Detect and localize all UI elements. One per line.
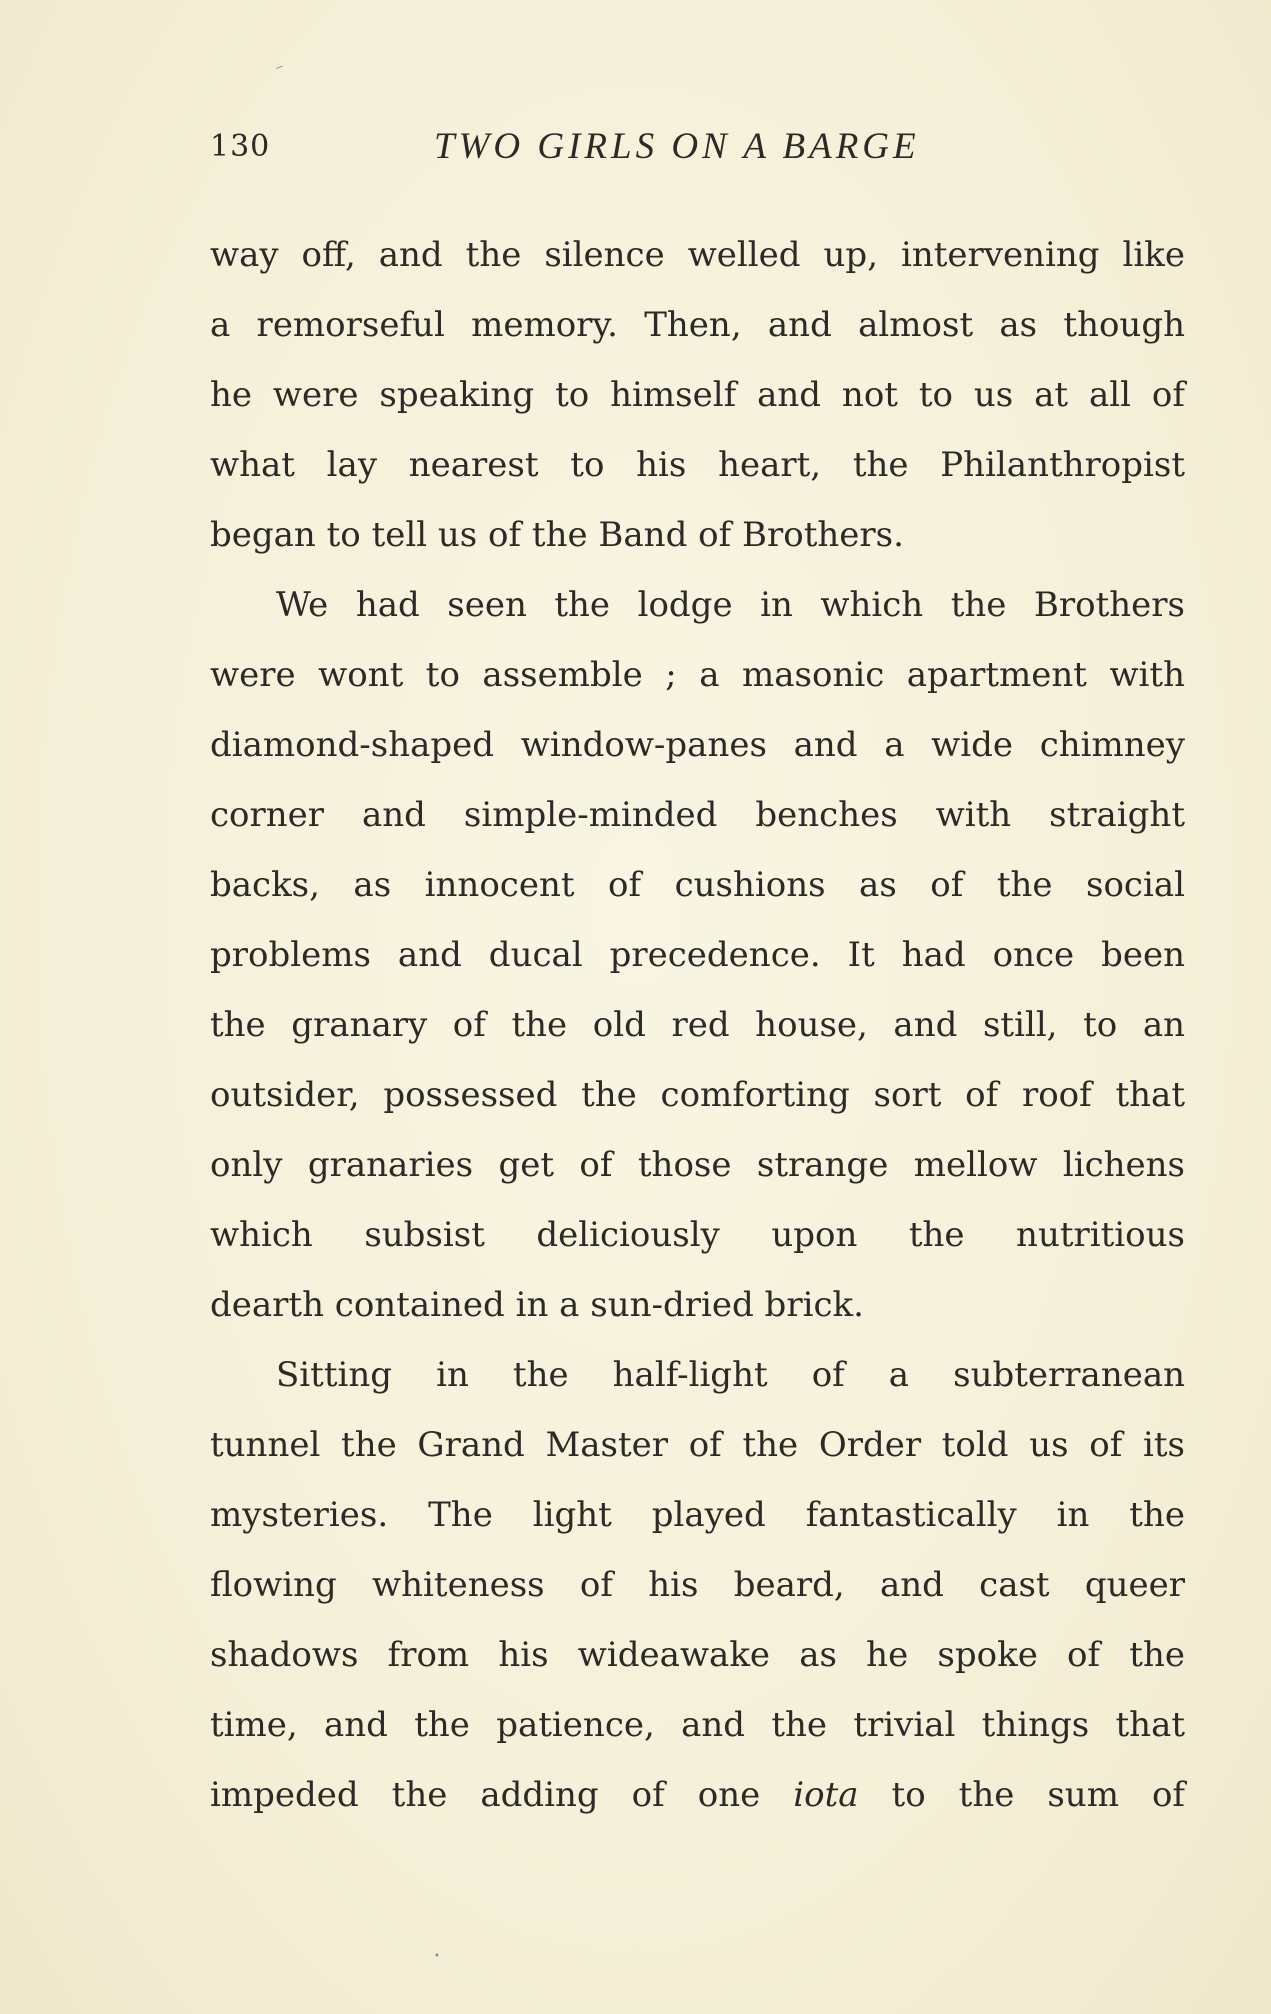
text-line: dearth contained in a sun-dried brick. [210, 1285, 864, 1325]
text-line: time, and the patience, and the trivial things that [210, 1705, 1185, 1745]
text-line: began to tell us of the Band of Brothers. [210, 515, 904, 555]
text-line-last [210, 1760, 1185, 1830]
text-line: corner and simple-minded benches with straight [210, 795, 1185, 835]
text-line: what lay nearest to his heart, the Philanthropist [210, 445, 1185, 485]
page-number: 130 [210, 129, 271, 164]
body-text [210, 220, 1185, 1830]
text-line: flowing whiteness of his beard, and cast queer [210, 1565, 1185, 1605]
page-header [210, 125, 990, 177]
text-line: Sitting in the half-light of a subterranean [276, 1355, 1185, 1395]
text-line: problems and ducal precedence. It had once been [210, 935, 1185, 975]
text-fragment: to the sum of [858, 1775, 1186, 1815]
text-line: way off, and the silence welled up, intervening like [210, 235, 1185, 275]
text-line: backs, as innocent of cushions as of the social [210, 865, 1185, 905]
text-line: which subsist deliciously upon the nutritious [210, 1215, 1185, 1255]
text-line: We had seen the lodge in which the Brothers [276, 585, 1185, 625]
text-fragment: impeded the adding of one [210, 1775, 794, 1815]
text-line: the granary of the old red house, and still, to an [210, 1005, 1185, 1045]
text-line: he were speaking to himself and not to us at all of [210, 375, 1185, 415]
ink-speck-mark: • [434, 1951, 440, 1962]
text-line: a remorseful memory. Then, and almost as though [210, 305, 1185, 345]
running-title: TWO GIRLS ON A BARGE [434, 126, 920, 167]
text-line: diamond-shaped window-panes and a wide chimney [210, 725, 1185, 765]
text-line: outsider, possessed the comforting sort of roof that [210, 1075, 1185, 1115]
text-line: only granaries get of those strange mellow lichens [210, 1145, 1185, 1185]
ink-speck-mark: ⁻ [272, 59, 289, 83]
italic-word: iota [793, 1775, 859, 1815]
text-line: were wont to assemble ; a masonic apartment with [210, 655, 1185, 695]
text-line: tunnel the Grand Master of the Order told us of its [210, 1425, 1185, 1465]
text-line: shadows from his wideawake as he spoke of the [210, 1635, 1185, 1675]
text-line: mysteries. The light played fantastically in the [210, 1495, 1185, 1535]
